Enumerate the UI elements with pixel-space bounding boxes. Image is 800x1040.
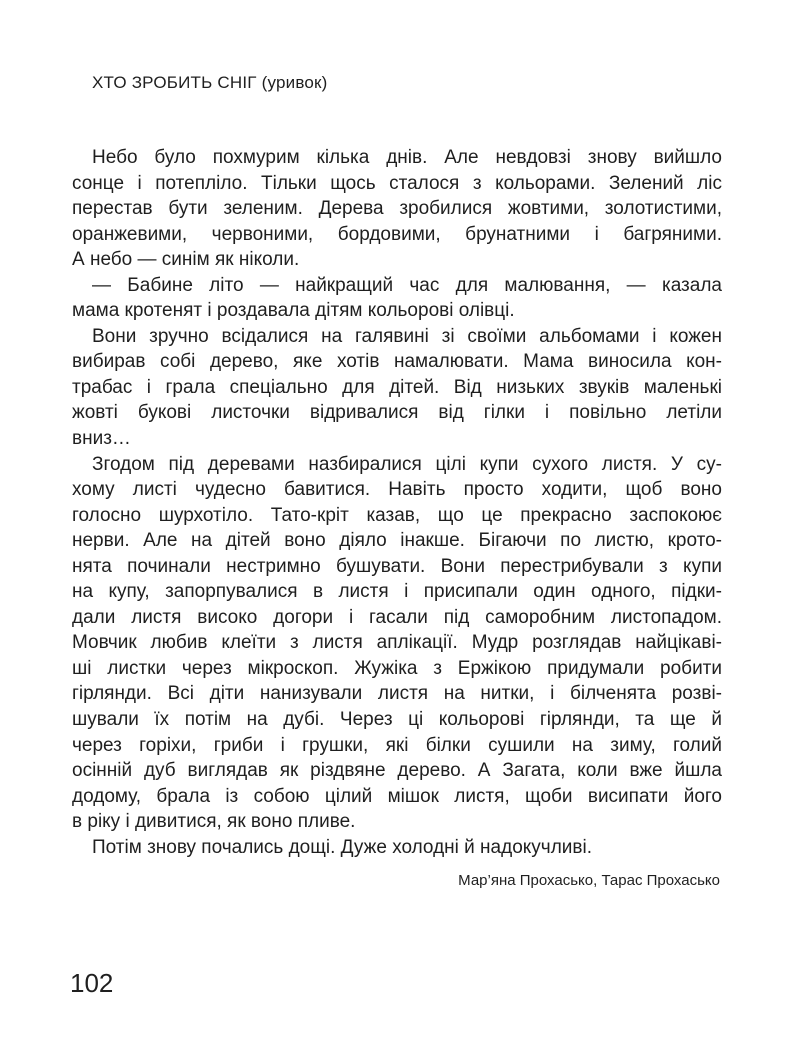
text-line: мама кротенят і роздавала дітям кольорові олівці. <box>72 300 515 322</box>
text-line: осінній дуб виглядав як різдвяне дерево. А Загата, коли вже йшла <box>72 760 722 782</box>
text-line: — Бабине літо — найкращий час для малювання, — казала <box>92 274 722 296</box>
text-line: оранжевими, червоними, бордовими, брунатними і багряними. <box>72 223 722 245</box>
text-line: А небо — синім як ніколи. <box>72 249 300 271</box>
author-attribution: Мар’яна Прохасько, Тарас Прохасько <box>458 872 720 889</box>
text-line: додому, брала із собою цілий мішок листя, щоби висипати його <box>72 785 722 807</box>
text-line: Згодом під деревами назбиралися цілі купи сухого листя. У су- <box>92 453 722 475</box>
text-line: дали листя високо догори і гасали під саморобним листопадом. <box>72 606 722 628</box>
story-title-main: ХТО ЗРОБИТЬ СНІГ <box>92 73 257 92</box>
story-title <box>92 73 328 93</box>
text-line: вибирав собі дерево, яке хотів намалювати. Мама виносила кон- <box>72 351 722 373</box>
text-line: хому листі чудесно бавитися. Навіть просто ходити, щоб воно <box>72 479 722 501</box>
text-line: сонце і потепліло. Тільки щось сталося з кольорами. Зелений ліс <box>72 172 722 194</box>
text-line: Потім знову почались дощі. Дуже холодні й надокучливі. <box>92 836 592 858</box>
text-line: Небо було похмурим кілька днів. Але невдовзі знову вийшло <box>92 147 722 168</box>
text-line: вниз… <box>72 428 131 450</box>
text-line: голосно шурхотіло. Тато-кріт казав, що це прекрасно заспокоює <box>72 504 722 526</box>
text-line: нята починали нестримно бушувати. Вони перестрибували з купи <box>72 555 722 577</box>
text-line: Мовчик любив клеїти з листя аплікації. Мудр розглядав найцікаві- <box>72 632 722 654</box>
text-line: нерви. Але на дітей воно діяло інакше. Бігаючи по листю, крото- <box>72 530 722 552</box>
page-number: 102 <box>70 968 114 998</box>
text-line: через горіхи, гриби і грушки, які білки сушили на зиму, голий <box>72 734 722 756</box>
story-title-note: (уривок) <box>261 73 328 92</box>
text-line: перестав бути зеленим. Дерева зробилися жовтими, золотистими, <box>72 198 722 220</box>
text-line: жовті букові листочки відривалися від гілки і повільно летіли <box>72 402 722 424</box>
story-text <box>72 145 722 860</box>
text-line: трабас і грала спеціально для дітей. Від низьких звуків маленькі <box>72 376 722 398</box>
text-line: гірлянди. Всі діти нанизували листя на нитки, і білченята розві- <box>72 683 722 705</box>
text-line: шували їх потім на дубі. Через ці кольорові гірлянди, та ще й <box>72 709 722 731</box>
text-line: на купу, запорпувалися в листя і присипали один одного, підки- <box>72 581 722 603</box>
text-line: в ріку і дивитися, як воно пливе. <box>72 811 356 833</box>
text-line: Вони зручно всідалися на галявині зі своїми альбомами і кожен <box>92 325 722 347</box>
text-line: ші листки через мікроскоп. Жужіка з Ержікою придумали робити <box>72 657 722 679</box>
